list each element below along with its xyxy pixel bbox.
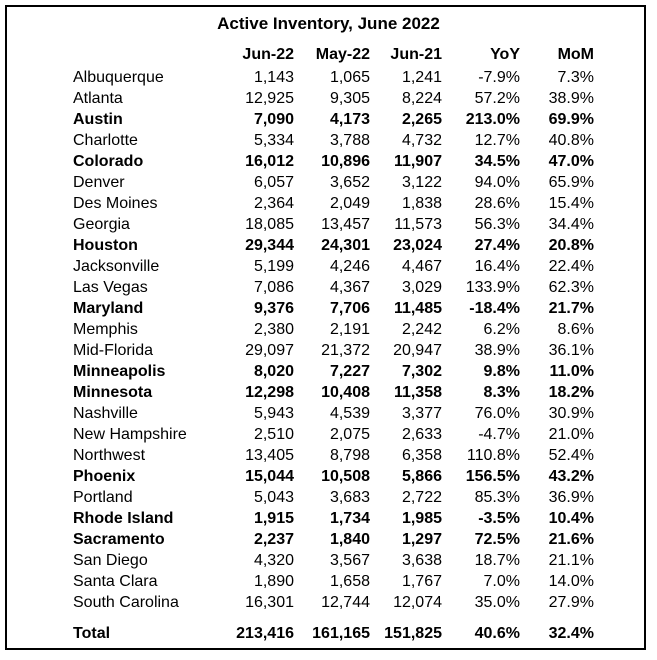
cell-mom: 34.4% <box>548 216 594 233</box>
cell-yoy: -18.4% <box>469 300 520 317</box>
cell-city: San Diego <box>73 552 148 569</box>
cell-may-22: 1,658 <box>329 573 370 590</box>
table-row <box>68 508 594 529</box>
table-row <box>68 193 594 214</box>
cell-mom: 8.6% <box>557 321 594 338</box>
cell-jun-21: 11,907 <box>393 153 442 170</box>
cell-city: Portland <box>73 489 133 506</box>
inventory-table <box>68 43 594 655</box>
cell-jun-21: 2,722 <box>401 489 442 506</box>
cell-may-22: 3,652 <box>329 174 370 191</box>
cell-may-22: 7,227 <box>329 363 370 380</box>
cell-yoy: 110.8% <box>466 447 520 464</box>
cell-jun-21: 2,242 <box>401 321 442 338</box>
cell-city: Denver <box>73 174 125 191</box>
table-row <box>68 235 594 256</box>
table-row <box>68 67 594 88</box>
cell-jun-21: 11,573 <box>394 216 442 233</box>
cell-mom: 47.0% <box>548 153 594 170</box>
table-row <box>68 298 594 319</box>
cell-jun-22: 12,925 <box>245 90 294 107</box>
cell-mom: 7.3% <box>557 69 594 86</box>
cell-city: Colorado <box>73 153 144 170</box>
cell-jun-21: 12,074 <box>393 594 442 611</box>
cell-mom: 21.0% <box>548 426 594 443</box>
cell-jun-22: 2,237 <box>253 531 294 548</box>
cell-jun-22: 2,380 <box>253 321 294 338</box>
cell-mom: 15.4% <box>548 195 594 212</box>
cell-yoy: 57.2% <box>474 90 520 107</box>
cell-city: Phoenix <box>73 468 136 485</box>
table-row <box>68 466 594 487</box>
cell-jun-21: 1,985 <box>401 510 442 527</box>
cell-jun-21: 11,358 <box>393 384 442 401</box>
table-title: Active Inventory, June 2022 <box>217 14 440 33</box>
cell-may-22: 2,075 <box>329 426 370 443</box>
cell-may-22: 10,508 <box>321 468 370 485</box>
cell-yoy: -3.5% <box>478 510 520 527</box>
total-jun-22: 213,416 <box>236 625 294 642</box>
cell-may-22: 10,896 <box>321 153 370 170</box>
cell-jun-22: 18,085 <box>245 216 294 233</box>
cell-may-22: 24,301 <box>321 237 370 254</box>
cell-city: Georgia <box>73 216 130 233</box>
table-row <box>68 256 594 277</box>
table-row <box>68 550 594 571</box>
cell-yoy: 156.5% <box>465 468 520 485</box>
cell-yoy: 34.5% <box>474 153 520 170</box>
cell-jun-21: 3,122 <box>401 174 442 191</box>
cell-mom: 27.9% <box>548 594 594 611</box>
table-row <box>68 487 594 508</box>
cell-may-22: 4,367 <box>329 279 370 296</box>
cell-yoy: 94.0% <box>474 174 520 191</box>
cell-yoy: 76.0% <box>474 405 520 422</box>
cell-may-22: 12,744 <box>321 594 370 611</box>
cell-jun-21: 1,297 <box>401 531 442 548</box>
cell-jun-21: 2,265 <box>401 111 442 128</box>
total-mom: 32.4% <box>548 625 594 642</box>
cell-mom: 36.1% <box>548 342 594 359</box>
cell-jun-21: 3,638 <box>401 552 442 569</box>
cell-yoy: 133.9% <box>465 279 520 296</box>
cell-mom: 43.2% <box>548 468 594 485</box>
cell-city: Rhode Island <box>73 510 174 527</box>
cell-yoy: -4.7% <box>478 426 520 443</box>
cell-jun-22: 7,086 <box>253 279 294 296</box>
cell-jun-22: 5,943 <box>253 405 294 422</box>
table-row <box>68 319 594 340</box>
cell-city: Austin <box>73 111 123 128</box>
cell-yoy: 8.3% <box>483 384 520 401</box>
cell-jun-22: 9,376 <box>253 300 294 317</box>
cell-yoy: 213.0% <box>465 111 520 128</box>
table-row <box>68 592 594 613</box>
cell-may-22: 4,246 <box>329 258 370 275</box>
cell-jun-22: 2,510 <box>253 426 294 443</box>
table-row <box>68 109 594 130</box>
cell-jun-22: 4,320 <box>253 552 294 569</box>
cell-jun-22: 16,301 <box>245 594 294 611</box>
cell-city: South Carolina <box>73 594 179 611</box>
cell-jun-21: 7,302 <box>401 363 442 380</box>
cell-jun-22: 2,364 <box>253 195 294 212</box>
cell-mom: 52.4% <box>548 447 594 464</box>
cell-mom: 69.9% <box>548 111 594 128</box>
cell-jun-21: 1,241 <box>401 69 442 86</box>
cell-may-22: 2,049 <box>329 195 370 212</box>
header-city <box>68 43 218 67</box>
table-row <box>68 151 594 172</box>
table-body <box>68 67 594 613</box>
cell-city: New Hampshire <box>73 426 187 443</box>
cell-jun-22: 7,090 <box>253 111 294 128</box>
cell-may-22: 3,788 <box>329 132 370 149</box>
cell-yoy: 7.0% <box>483 573 520 590</box>
total-yoy: 40.6% <box>474 625 520 642</box>
cell-city: Maryland <box>73 300 144 317</box>
cell-mom: 21.6% <box>548 531 594 548</box>
cell-jun-22: 1,890 <box>253 573 294 590</box>
table-row <box>68 361 594 382</box>
cell-yoy: 9.8% <box>483 363 520 380</box>
total-row <box>68 613 594 655</box>
table-row <box>68 277 594 298</box>
cell-jun-22: 5,199 <box>253 258 294 275</box>
cell-jun-21: 6,358 <box>401 447 442 464</box>
cell-yoy: 35.0% <box>474 594 520 611</box>
header-row <box>68 43 594 67</box>
cell-city: Mid-Florida <box>73 342 154 359</box>
cell-jun-22: 16,012 <box>245 153 294 170</box>
cell-yoy: 27.4% <box>474 237 520 254</box>
table-row <box>68 172 594 193</box>
cell-city: Des Moines <box>73 195 158 212</box>
cell-city: Atlanta <box>73 90 123 107</box>
cell-jun-21: 23,024 <box>393 237 442 254</box>
cell-city: Minnesota <box>73 384 153 401</box>
header-mom: MoM <box>557 46 594 63</box>
total-label: Total <box>73 625 111 642</box>
cell-jun-21: 8,224 <box>401 90 442 107</box>
cell-yoy: 28.6% <box>474 195 520 212</box>
cell-mom: 65.9% <box>548 174 594 191</box>
table-row <box>68 130 594 151</box>
cell-mom: 18.2% <box>548 384 594 401</box>
cell-jun-22: 15,044 <box>245 468 294 485</box>
cell-may-22: 4,173 <box>329 111 370 128</box>
header-yoy: YoY <box>490 46 520 63</box>
cell-may-22: 1,734 <box>329 510 370 527</box>
cell-may-22: 10,408 <box>321 384 370 401</box>
cell-mom: 36.9% <box>548 489 594 506</box>
cell-mom: 10.4% <box>548 510 594 527</box>
cell-mom: 21.7% <box>548 300 594 317</box>
table-row <box>68 214 594 235</box>
cell-jun-21: 3,029 <box>401 279 442 296</box>
cell-yoy: 56.3% <box>474 216 520 233</box>
cell-jun-22: 29,344 <box>245 237 294 254</box>
table-row <box>68 424 594 445</box>
cell-city: Santa Clara <box>73 573 158 590</box>
cell-mom: 14.0% <box>548 573 594 590</box>
cell-yoy: 18.7% <box>474 552 520 569</box>
cell-mom: 20.8% <box>548 237 594 254</box>
cell-city: Albuquerque <box>73 69 164 86</box>
table-row <box>68 340 594 361</box>
cell-mom: 40.8% <box>548 132 594 149</box>
table-row <box>68 88 594 109</box>
cell-mom: 22.4% <box>548 258 594 275</box>
table-row <box>68 403 594 424</box>
cell-jun-22: 6,057 <box>253 174 294 191</box>
cell-mom: 62.3% <box>548 279 594 296</box>
cell-jun-21: 20,947 <box>393 342 442 359</box>
total-jun-21: 151,825 <box>384 625 442 642</box>
cell-jun-22: 1,915 <box>253 510 294 527</box>
cell-jun-21: 4,467 <box>401 258 442 275</box>
header-jun-21: Jun-21 <box>390 46 442 63</box>
cell-yoy: 72.5% <box>474 531 520 548</box>
cell-may-22: 2,191 <box>329 321 370 338</box>
cell-mom: 21.1% <box>548 552 594 569</box>
cell-jun-21: 5,866 <box>401 468 442 485</box>
table-row <box>68 571 594 592</box>
cell-city: Jacksonville <box>73 258 160 275</box>
cell-yoy: -7.9% <box>478 69 520 86</box>
cell-may-22: 21,372 <box>321 342 370 359</box>
cell-city: Minneapolis <box>73 363 166 380</box>
table-row <box>68 529 594 550</box>
cell-city: Memphis <box>73 321 138 338</box>
cell-jun-22: 8,020 <box>253 363 294 380</box>
cell-may-22: 13,457 <box>321 216 370 233</box>
cell-may-22: 9,305 <box>329 90 370 107</box>
cell-may-22: 8,798 <box>329 447 370 464</box>
header-jun-22: Jun-22 <box>242 46 294 63</box>
cell-jun-22: 1,143 <box>253 69 294 86</box>
cell-jun-21: 1,767 <box>401 573 442 590</box>
cell-jun-22: 12,298 <box>245 384 294 401</box>
cell-may-22: 3,683 <box>329 489 370 506</box>
cell-jun-22: 29,097 <box>245 342 294 359</box>
cell-jun-21: 3,377 <box>401 405 442 422</box>
cell-yoy: 16.4% <box>474 258 520 275</box>
cell-city: Charlotte <box>73 132 138 149</box>
cell-yoy: 6.2% <box>483 321 520 338</box>
cell-may-22: 1,065 <box>329 69 370 86</box>
cell-may-22: 1,840 <box>329 531 370 548</box>
cell-jun-21: 1,838 <box>401 195 442 212</box>
cell-city: Houston <box>73 237 138 254</box>
cell-yoy: 85.3% <box>474 489 520 506</box>
cell-jun-21: 11,485 <box>393 300 442 317</box>
cell-city: Sacramento <box>73 531 165 548</box>
cell-may-22: 7,706 <box>329 300 370 317</box>
cell-yoy: 38.9% <box>474 342 520 359</box>
cell-mom: 11.0% <box>549 363 594 380</box>
cell-mom: 30.9% <box>548 405 594 422</box>
cell-yoy: 12.7% <box>474 132 520 149</box>
cell-mom: 38.9% <box>548 90 594 107</box>
cell-jun-22: 13,405 <box>245 447 294 464</box>
cell-may-22: 4,539 <box>329 405 370 422</box>
total-may-22: 161,165 <box>312 625 370 642</box>
table-row <box>68 382 594 403</box>
cell-jun-22: 5,043 <box>253 489 294 506</box>
cell-may-22: 3,567 <box>329 552 370 569</box>
cell-jun-22: 5,334 <box>253 132 294 149</box>
cell-jun-21: 2,633 <box>401 426 442 443</box>
table-row <box>68 445 594 466</box>
cell-city: Las Vegas <box>73 279 148 296</box>
cell-city: Northwest <box>73 447 146 464</box>
cell-jun-21: 4,732 <box>401 132 442 149</box>
cell-city: Nashville <box>73 405 138 422</box>
header-may-22: May-22 <box>315 46 370 63</box>
